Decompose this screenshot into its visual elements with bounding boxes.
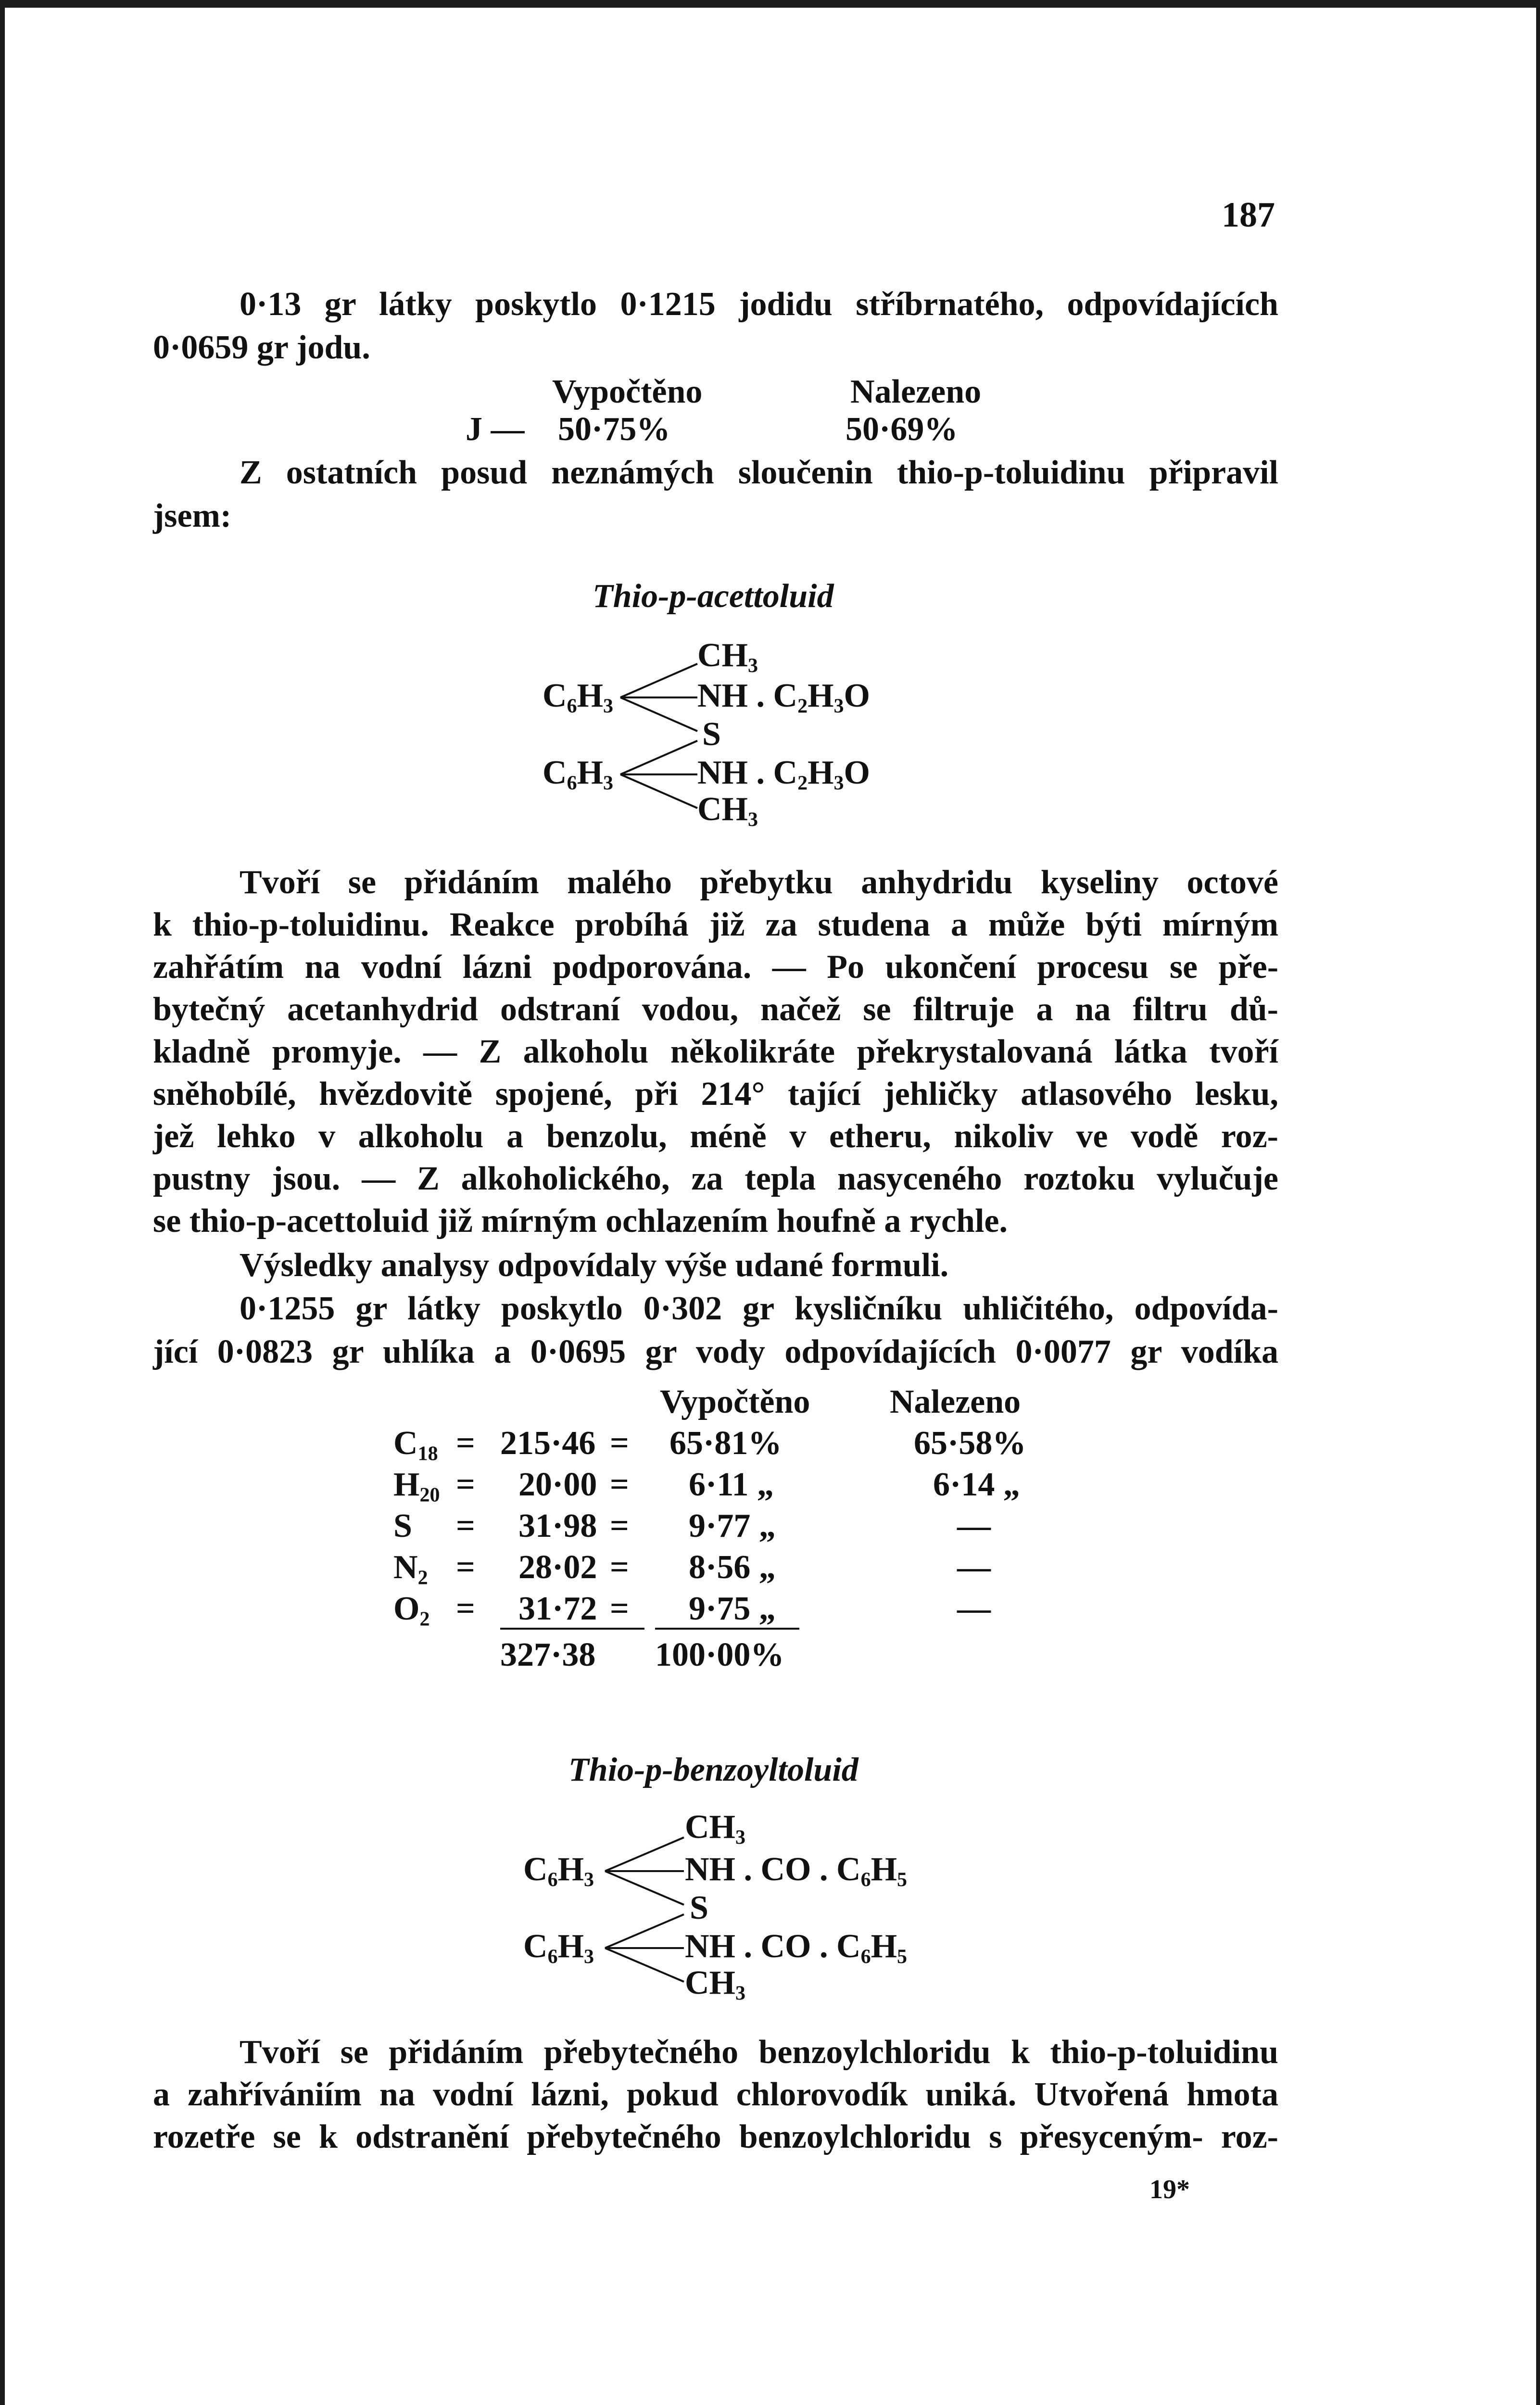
paragraph-3-line-8: pustny jsou. — Z alkoholického, za tepla nasyceného roztoku vylučuje	[153, 1160, 1278, 1197]
formula2-bottom-methyl: $CH_3$	[685, 1964, 745, 2005]
formula2-sulfur: S	[690, 1889, 708, 1926]
page-number: 187	[1222, 195, 1275, 235]
formula1-bond-lines	[620, 654, 702, 818]
iodine-calculated: 50·75%	[558, 411, 670, 448]
paragraph-3-line-4: bytečný acetanhydrid odstraní vodou, načež se filtruje a na filtru dů-	[153, 991, 1278, 1028]
paragraph-3-line-2: k thio-p-toluidinu. Reakce probíhá již za studena a může býti mírným	[153, 906, 1278, 943]
compound-title-benzoyltoluid: Thio-p-benzoyltoluid	[568, 1751, 858, 1788]
iodine-header-found: Nalezeno	[850, 373, 982, 410]
formula2-row1-right: NH . CO . $C_6H_5$	[685, 1851, 908, 1891]
paragraph-3-line-5: kladně promyje. — Z alkoholu několikráte překrystalovaná látka tvoří	[153, 1033, 1278, 1070]
formula2-row2-left: $C_6H_3$	[523, 1928, 594, 1968]
signature-mark: 19*	[1149, 2175, 1190, 2204]
formula1-bottom-methyl: $CH_3$	[697, 791, 758, 831]
paragraph-1-line-2: 0·0659 gr jodu.	[153, 329, 370, 366]
formula1-top-methyl: $CH_3$	[697, 637, 758, 677]
formula2-row1-left: $C_6H_3$	[523, 1851, 594, 1891]
formula2-bond-lines	[605, 1827, 687, 1990]
formula2-top-methyl: $CH_3$	[685, 1809, 745, 1849]
analysis-sum-rule-percent	[655, 1628, 799, 1630]
analysis-total-percent: 100·00%	[655, 1636, 784, 1673]
formula1-row1-right: NH . $C_2H_3O$	[697, 677, 870, 718]
compound-title-acettoluid: Thio-p-acettoluid	[593, 578, 834, 615]
analysis-header-calculated: Vypočtěno	[660, 1383, 810, 1420]
paragraph-6-line-1: Tvoří se přidáním přebytečného benzoylchloridu k thio-p-toluidinu	[240, 2034, 1278, 2071]
analysis-sum-rule-mass	[500, 1628, 644, 1630]
paragraph-5-line-1: 0·1255 gr látky poskytlo 0·302 gr kysličníku uhličitého, odpovída-	[240, 1290, 1278, 1327]
paragraph-3-line-3: zahřátím na vodní lázni podporována. — Po ukončení procesu se pře-	[153, 949, 1278, 986]
paragraph-6-line-2: a zahřívániím na vodní lázni, pokud chlorovodík uniká. Utvořená hmota	[153, 2076, 1278, 2113]
paragraph-3-line-6: sněhobílé, hvězdovitě spojené, při 214° tající jehličky atlasového lesku,	[153, 1076, 1278, 1113]
formula2-row2-right: NH . CO . $C_6H_5$	[685, 1928, 908, 1968]
iodine-label: J —	[466, 411, 525, 448]
formula1-sulfur: S	[702, 716, 721, 753]
iodine-header-calculated: Vypočtěno	[552, 373, 703, 410]
formula1-row2-left: $C_6H_3$	[543, 754, 614, 795]
formula1-row2-right: NH . $C_2H_3O$	[697, 754, 870, 795]
paragraph-3-line-1: Tvoří se přidáním malého přebytku anhydridu kyseliny octové	[240, 864, 1278, 901]
paragraph-4: Výsledky analysy odpovídaly výše udané formuli.	[240, 1247, 949, 1284]
paragraph-3-line-9: se thio-p-acettoluid již mírným ochlazením houfně a rychle.	[153, 1202, 1008, 1240]
formula1-row1-left: $C_6H_3$	[543, 677, 614, 718]
book-page: 187 0·13 gr látky poskytlo 0·1215 jodidu stříbrnatého, odpovídajících 0·0659 gr jodu. Vypočtěno Nalezeno J — 50·75% 50·69% Z ostatních posud neznámých sloučenin thio-p-toluidinu připravil jsem: Thio-p-acettoluid $CH_3$ $C_6H_3$ NH . $C_2H_3O$ S $C_6H_3$ NH . $C_2H_3O$ $CH_3$ Tvoří se přidáním malého přebytku anhydridu kyseliny octové k thio-p-toluidinu. Reakce probíhá již za studena a může býti mírným zahřátím na vodní lázni podporována. — Po ukončení procesu se pře- bytečný acetanhydrid odstraní vodou, načež se filtruje a na filtru dů- kladně promyje. — Z alkoholu několikráte překrystalovaná látka tvoří sněhobílé, hvězdovitě spojené, při 214° tající jehličky atlasového lesku, jež lehko v alkoholu a benzolu, méně v etheru, nikoliv ve vodě roz- pustny jsou. — Z alkoholického, za tepla nasyceného roztoku vylučuje se thio-p-acettoluid již mírným ochlazením houfně a rychle. Výsledky analysy odpovídaly výše udané formuli. 0·1255 gr látky poskytlo 0·302 gr kysličníku uhličitého, odpovída- jící 0·0823 gr uhlíka a 0·0695 gr vody odpovídajících 0·0077 gr vodíka Vypočtěno Nalezeno $C_{18}$ = 215·46 = 65·81% 65·58% $H_{20}$ = 20·00 = 6·11 „ 6·14 „ S = 31·98 = 9·77 „ — $N_2$ = 28·02 = 8·56 „ — $O_2$ = 31·72 = 9·75 „ — 327·38 100·00% Thio-p-benzoyltoluid $CH_3$ $C_6H_3$ NH . CO . $C_6H_5$ S $C_6H_3$ NH . CO . $C_6H_5$ $CH_3$ Tvoří se přidáním přebytečného benzoylchloridu k thio-p-toluidinu a zahřívániím na vodní lázni, pokud chlorovodík uniká. Utvořená hmota rozetře se k odstranění přebytečného benzoylchloridu s přesyceným- roz- 19*	[153, 195, 1278, 2204]
analysis-total-mass: 327·38	[500, 1636, 596, 1673]
iodine-found: 50·69%	[846, 411, 958, 448]
paragraph-1-line-1: 0·13 gr látky poskytlo 0·1215 jodidu stříbrnatého, odpovídajících	[240, 286, 1278, 323]
analysis-header-found: Nalezeno	[890, 1383, 1021, 1420]
paragraph-3-line-7: jež lehko v alkoholu a benzolu, méně v etheru, nikoliv ve vodě roz-	[153, 1118, 1278, 1155]
paragraph-5-line-2: jící 0·0823 gr uhlíka a 0·0695 gr vody odpovídajících 0·0077 gr vodíka	[153, 1333, 1278, 1370]
paragraph-2-line-2: jsem:	[153, 497, 232, 534]
paragraph-2-line-1: Z ostatních posud neznámých sloučenin thio-p-toluidinu připravil	[240, 454, 1278, 491]
paragraph-6-line-3: rozetře se k odstranění přebytečného benzoylchloridu s přesyceným- roz-	[153, 2118, 1278, 2155]
